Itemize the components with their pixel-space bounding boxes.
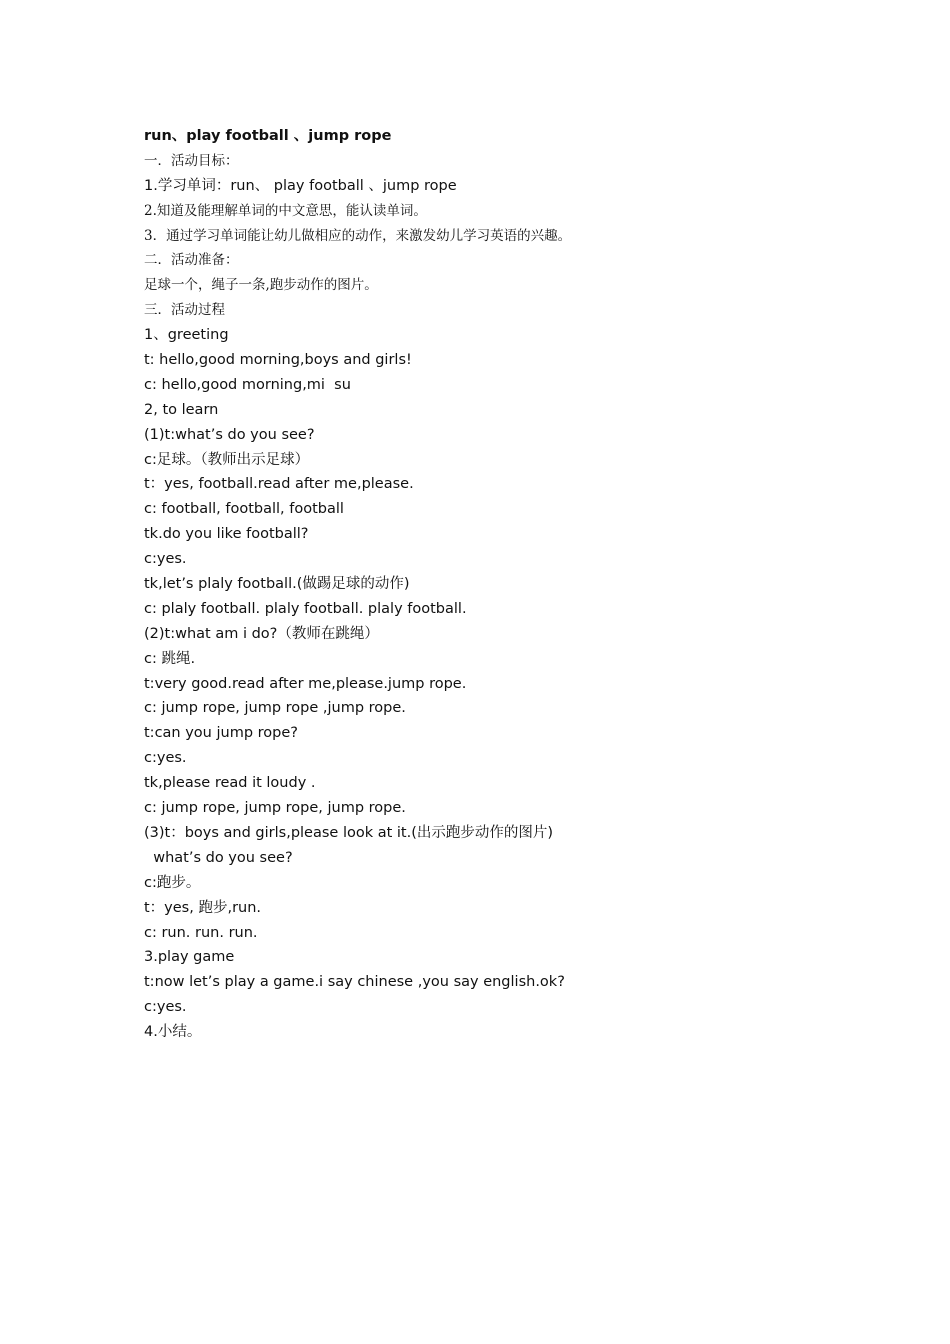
text-line: tk.do you like football? [144, 526, 309, 543]
text-line: c: 跳绳. [144, 650, 196, 667]
preparation-text: 足球一个，绳子一条,跑步动作的图片。 [144, 277, 378, 294]
text-line: c: run. run. run. [144, 924, 258, 941]
text-line: what’s do you see? [144, 849, 293, 866]
goal-item-2: 2.知道及能理解单词的中文意思，能认读单词。 [144, 202, 427, 219]
document-body [144, 124, 824, 1045]
text-line: t: hello,good morning,boys and girls! [144, 352, 412, 369]
text-line: c: plaly football. plaly football. plaly football. [144, 600, 467, 617]
text-line: (1)t:what’s do you see? [144, 426, 315, 443]
section-heading-goals: 一．活动目标： [144, 152, 239, 169]
text-line: 1、greeting [144, 327, 229, 344]
text-line: c:yes. [144, 551, 187, 568]
text-line: 3.play game [144, 949, 235, 966]
text-line: t:very good.read after me,please.jump rope. [144, 675, 467, 692]
text-line: c:跑步。 [144, 874, 201, 891]
text-line: c: hello,good morning,mi su [144, 376, 351, 393]
text-line: (3)t：boys and girls,please look at it.(出示跑步动作的图片) [144, 824, 554, 841]
text-line: tk,please read it loudy . [144, 775, 316, 792]
text-line: t：yes, 跑步,run. [144, 899, 262, 916]
text-line: c: jump rope, jump rope, jump rope. [144, 800, 406, 817]
text-line: c:yes. [144, 999, 187, 1016]
text-line: c:足球。（教师出示足球） [144, 451, 310, 468]
text-line: c: football, football, football [144, 501, 344, 518]
text-line: (2)t:what am i do?（教师在跳绳） [144, 625, 379, 642]
text-line: t:now let’s play a game.i say chinese ,you say english.ok? [144, 974, 565, 991]
text-line: tk,let’s plaly football.(做踢足球的动作) [144, 576, 410, 593]
section-heading-process: 三．活动过程 [144, 302, 225, 319]
summary-line: 4.小结。 [144, 1024, 202, 1041]
text-line: c: jump rope, jump rope ,jump rope. [144, 700, 406, 717]
text-line: c:yes. [144, 750, 187, 767]
goal-item-1: 1.学习单词：run、 play football 、jump rope [144, 177, 457, 194]
document-title: run、play football 、jump rope [144, 128, 392, 144]
goal-item-3: 3．通过学习单词能让幼儿做相应的动作，来激发幼儿学习英语的兴趣。 [144, 227, 572, 244]
text-line: t:can you jump rope? [144, 725, 298, 742]
section-heading-preparation: 二．活动准备： [144, 252, 239, 269]
text-line: 2, to learn [144, 401, 219, 418]
text-line: t：yes, football.read after me,please. [144, 476, 414, 493]
